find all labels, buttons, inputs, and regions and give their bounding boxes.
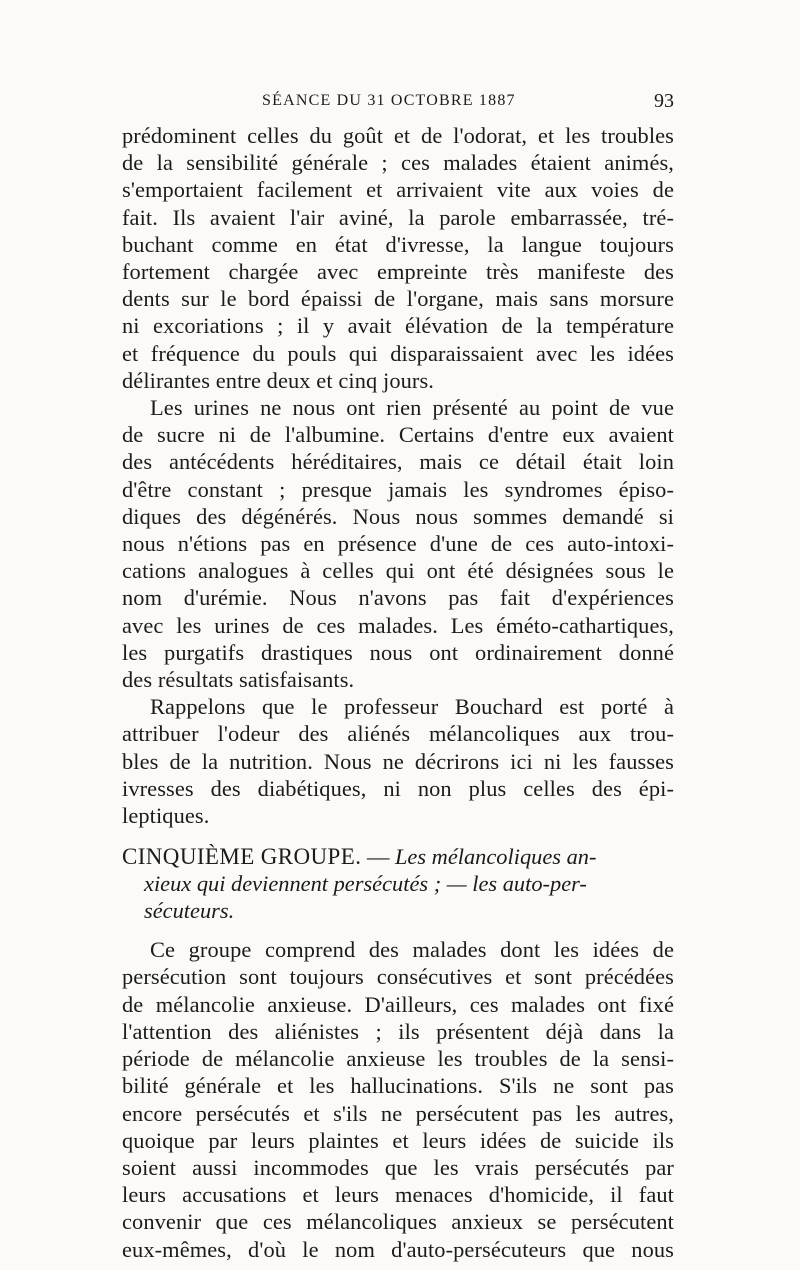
- text-line: et fréquence du pouls qui disparaissaient avec les idées: [122, 340, 674, 366]
- text-line: attribuer l'odeur des aliénés mélancoliques aux trou-: [122, 721, 674, 747]
- text-line: Rappelons que le professeur Bouchard est porté à: [150, 694, 674, 720]
- page-header: [122, 88, 674, 122]
- section-heading-line-1: [122, 843, 674, 870]
- text-line: s'emportaient facilement et arrivaient vite aux voies de: [122, 177, 674, 203]
- text-line: persécution sont toujours consécutives et sont précédées: [122, 964, 674, 990]
- text-line: bilité générale et les hallucinations. S'ils ne sont pas: [122, 1073, 674, 1099]
- text-line: l'attention des aliénistes ; ils présentent déjà dans la: [122, 1018, 674, 1044]
- section-subtitle-part-3: sécuteurs.: [144, 898, 235, 924]
- text-line: Ce groupe comprend des malades dont les idées de: [150, 937, 674, 963]
- text-line: Les urines ne nous ont rien présenté au point de vue: [150, 395, 674, 421]
- text-line: période de mélancolie anxieuse les troubles de la sensi-: [122, 1046, 674, 1072]
- text-line: diques des dégénérés. Nous nous sommes demandé si: [122, 503, 674, 529]
- text-line: fait. Ils avaient l'air aviné, la parole embarrassée, tré-: [122, 204, 674, 230]
- text-line: d'être constant ; presque jamais les syndromes épiso-: [122, 476, 674, 502]
- text-line: de la sensibilité générale ; ces malades étaient animés,: [122, 150, 674, 176]
- text-line: leptiques.: [122, 803, 210, 829]
- text-line: de sucre ni de l'albumine. Certains d'entre eux avaient: [122, 422, 674, 448]
- text-line: nous n'étions pas en présence d'une de ces auto-intoxi-: [122, 531, 674, 557]
- text-line: prédominent celles du goût et de l'odorat, et les troubles: [122, 123, 674, 148]
- text-line: ivresses des diabétiques, ni non plus celles des épi-: [122, 775, 674, 801]
- heading-dash: —: [361, 844, 395, 870]
- text-line: dents sur le bord épaissi de l'organe, mais sans morsure: [122, 286, 674, 312]
- text-line: des antécédents héréditaires, mais ce détail était loin: [122, 449, 674, 475]
- text-line: les purgatifs drastiques nous ont ordinairement donné: [122, 639, 674, 665]
- text-line: cations analogues à celles qui ont été désignées sous le: [122, 558, 674, 584]
- section-subtitle-part-2: xieux qui deviennent persécutés ; — les auto-per-: [144, 871, 587, 897]
- text-line: fortement chargée avec empreinte très manifeste des: [122, 259, 674, 285]
- text-line: des résultats satisfaisants.: [122, 667, 355, 693]
- text-line: de mélancolie anxieuse. D'ailleurs, ces malades ont fixé: [122, 991, 674, 1017]
- paragraph-3: [122, 693, 674, 829]
- paragraph-2: [122, 394, 674, 693]
- text-line: encore persécutés et s'ils ne persécutent pas les autres,: [122, 1100, 674, 1126]
- section-heading: [122, 843, 674, 924]
- page-number: 93: [654, 90, 674, 112]
- paragraph-1: [122, 122, 674, 394]
- text-line: nom d'urémie. Nous n'avons pas fait d'expériences: [122, 585, 674, 611]
- text-line: buchant comme en état d'ivresse, la langue toujours: [122, 231, 674, 257]
- page: [122, 88, 674, 1263]
- text-line: bles de la nutrition. Nous ne décrirons ici ni les fausses: [122, 748, 674, 774]
- text-line: soient aussi incommodes que les vrais persécutés par: [122, 1154, 674, 1180]
- text-line: convenir que ces mélancoliques anxieux se persécutent: [122, 1209, 674, 1235]
- text-line: quoique par leurs plaintes et leurs idées de suicide ils: [122, 1127, 674, 1153]
- running-head: SÉANCE DU 31 OCTOBRE 1887: [262, 92, 516, 109]
- section-subtitle-part-1: Les mélancoliques an-: [394, 844, 597, 870]
- text-line: leurs accusations et leurs menaces d'homicide, il faut: [122, 1182, 674, 1208]
- text-line: ni excoriations ; il y avait élévation de la température: [122, 313, 674, 339]
- text-line: délirantes entre deux et cinq jours.: [122, 367, 434, 393]
- section-title: CINQUIÈME GROUPE.: [122, 844, 362, 870]
- text-line: eux-mêmes, d'où le nom d'auto-persécuteurs que nous: [122, 1236, 674, 1262]
- paragraph-4: [122, 936, 674, 1262]
- text-line: avec les urines de ces malades. Les éméto-cathartiques,: [122, 612, 674, 638]
